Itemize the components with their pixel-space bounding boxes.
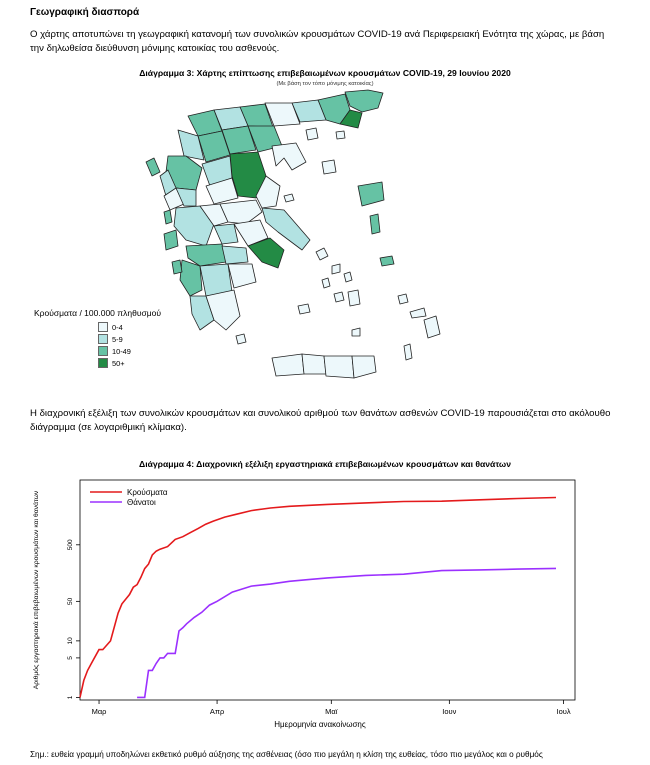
y-tick-label: 10 [67,637,74,645]
region-rethymno [302,354,326,374]
legend-label: 50+ [112,358,125,368]
legend-label-cases: Κρούσματα [127,488,168,497]
x-tick-label: Ιουν [442,707,457,716]
legend-swatch [98,346,108,356]
region-karpathos [404,344,412,360]
region-skiathos [284,194,294,202]
y-tick-label: 5 [67,656,74,660]
map-title: Διάγραμμα 3: Χάρτης επίπτωσης επιβεβαιωμένων κρουσμάτων COVID-19, 29 Ιουνίου 2020 [139,68,511,78]
x-tick-label: Ιουλ [556,707,571,716]
x-tick-label: Μαϊ [325,707,338,716]
region-limnos [322,160,336,174]
region-kalymnos [398,294,408,304]
x-axis-label: Ημερομηνία ανακοίνωσης [274,720,366,729]
cases-deaths-chart [0,470,650,745]
region-rodos [424,316,440,338]
section-heading: Γεωγραφική διασπορά [30,7,140,18]
region-korinthia [222,246,248,264]
region-argolida [228,264,256,288]
region-zakynthos [172,260,182,274]
region-fokida [214,224,238,244]
region-kerkyra [146,158,160,176]
region-kythira [236,334,246,344]
region-samos [380,256,394,266]
y-tick-label: 500 [67,539,74,551]
series-line-cases [80,498,556,698]
paragraph-chart-intro: Η διαχρονική εξέλιξη των συνολικών κρουσμάτων και συνολικού αριθμού των θανάτων ασθενών COVID-19 παρουσιάζεται στο ακόλουθο διάγραμμα (σε λογαριθμική κλίμακα). [30,408,611,433]
region-santorini [352,328,360,336]
region-syros [322,278,330,288]
chart-title: Διάγραμμα 4: Διαχρονική εξέλιξη εργαστηριακά επιβεβαιωμένων κρουσμάτων και θανάτων [139,459,511,469]
region-lasithi [352,356,376,378]
legend-item [98,322,123,332]
region-irakleio [324,356,354,378]
series-line-deaths [137,568,556,697]
region-kos [410,308,426,318]
x-tick-label: Απρ [209,707,225,716]
region-mykonos [344,272,352,282]
legend-label-deaths: Θάνατοι [127,498,156,507]
legend-swatch [98,334,108,344]
chart-legend [90,488,168,507]
y-tick-label: 1 [67,695,74,700]
region-lefkada [164,210,172,224]
region-chios [370,214,380,234]
x-tick-label: Μαρ [91,707,107,716]
footnote: Σημ.: ευθεία γραμμή υποδηλώνει εκθετικό ρυθμό αύξησης της ασθένειας (όσο πιο μεγάλη η κλίση της ευθείας, τόσο πιο μεγάλος και ο ρυθμός [30,750,543,759]
y-tick-label: 50 [67,597,74,605]
region-lakonia [206,290,240,330]
region-thrace-east [345,90,383,112]
legend-label: 0-4 [112,322,123,332]
region-ilia [180,260,202,296]
region-chalkidiki [272,143,306,170]
legend-swatch [98,358,108,368]
region-tinos [332,264,340,274]
region-paros [334,292,344,302]
region-thasos [306,128,318,140]
legend-item [98,334,123,344]
region-lesvos [358,182,384,206]
legend-label: 5-9 [112,334,123,344]
region-samothraki [336,131,345,139]
map-subtitle: (Με βάση τον τόπο μόνιμης κατοικίας) [276,81,374,87]
y-axis-label: Αριθμός εργαστηριακά επιβεβαιωμένων κρουσμάτων και θανάτων [33,490,40,690]
legend-item [98,346,131,356]
region-chania [272,354,304,376]
region-andros [316,248,328,260]
legend-label: 10-49 [112,346,131,356]
region-milos [298,304,310,314]
legend-swatch [98,322,108,332]
map-legend-title: Κρούσματα / 100.000 πληθυσμού [34,308,161,318]
legend-item [98,358,125,368]
region-achaia [186,244,226,266]
region-naxos [348,290,360,306]
region-kefalonia [164,230,178,250]
intro-paragraph: Ο χάρτης αποτυπώνει τη γεωγραφική κατανομή των συνολικών κρουσμάτων COVID-19 ανά Περιφερειακή Ενότητα της χώρας, με βάση την δηλωθείσα διεύθυνση μόνιμης κατοικίας του ασθενούς. [30,29,605,54]
